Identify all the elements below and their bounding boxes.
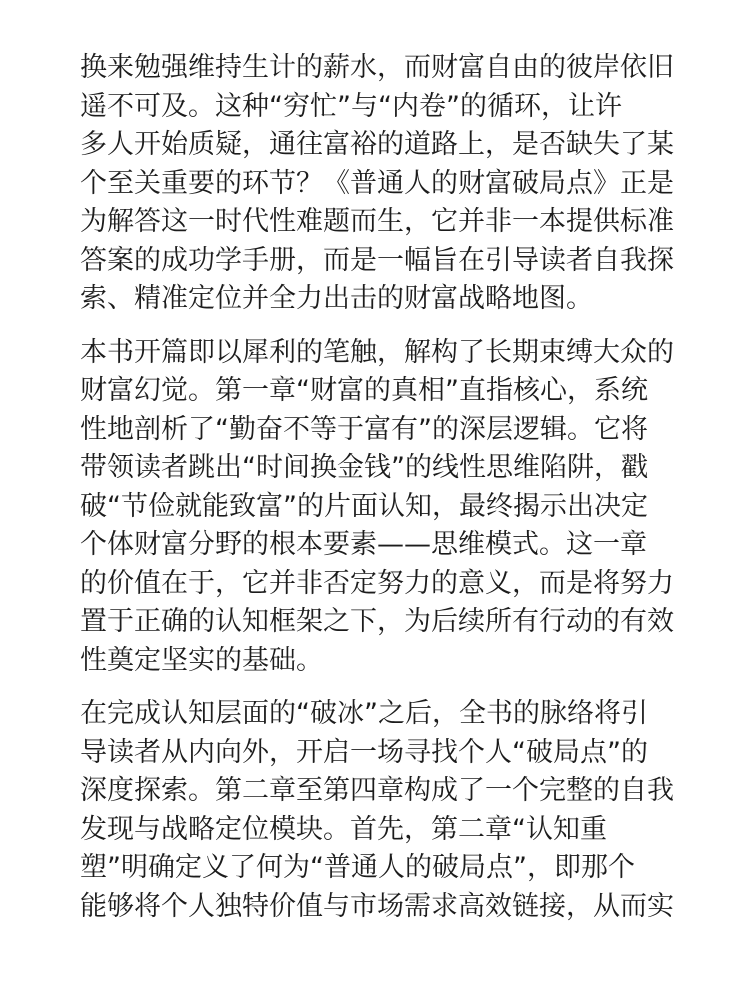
paragraph-1 [80,49,690,319]
text-line: 个至关重要的环节？《普通人的财富破局点》正是 [80,167,674,199]
text-line: 遥不可及。这种“穷忙”与“内卷”的循环，让许 [80,90,622,122]
text-line: 财富幻觉。第一章“财富的真相”直指核心，系统 [80,375,648,406]
text-line: 答案的成功学手册，而是一幅旨在引导读者自我探 [80,244,674,276]
text-line: 索、精准定位并全力出击的财富战略地图。 [80,283,593,314]
text-line: 为解答这一时代性难题而生，它并非一本提供标准 [80,206,674,237]
text-line: 换来勉强维持生计的薪水，而财富自由的彼岸依旧 [80,52,674,83]
text-line: 能够将个人独特价值与市场需求高效链接，从而实 [80,890,674,922]
text-line: 个体财富分野的根本要素——思维模式。这一章 [80,529,647,560]
paragraph-3 [80,695,690,926]
paragraph-2 [80,334,690,681]
text-line: 破“节俭就能致富”的片面认知，最终揭示出决定 [80,490,648,522]
text-line: 的价值在于，它并非否定努力的意义，而是将努力 [80,567,674,599]
text-line: 带领读者跳出“时间换金钱”的线性思维陷阱，戳 [80,452,648,483]
text-line: 塑”明确定义了何为“普通人的破局点”，即那个 [80,852,635,883]
text-line: 深度探索。第二章至第四章构成了一个完整的自我 [80,775,674,806]
text-line: 性奠定坚实的基础。 [80,644,323,676]
text-line: 导读者从内向外，开启一场寻找个人“破局点”的 [80,736,648,768]
text-line: 发现与战略定位模块。首先，第二章“认知重 [80,813,607,845]
text-line: 性地剖析了“勤奋不等于富有”的深层逻辑。它将 [80,413,648,445]
text-line: 多人开始质疑，通往富裕的道路上，是否缺失了某 [80,129,674,160]
article-body [80,49,690,941]
text-line: 本书开篇即以犀利的笔触，解构了长期束缚大众的 [80,336,674,368]
text-line: 置于正确的认知框架之下，为后续所有行动的有效 [80,606,674,637]
text-line: 在完成认知层面的“破冰”之后，全书的脉络将引 [80,698,648,729]
